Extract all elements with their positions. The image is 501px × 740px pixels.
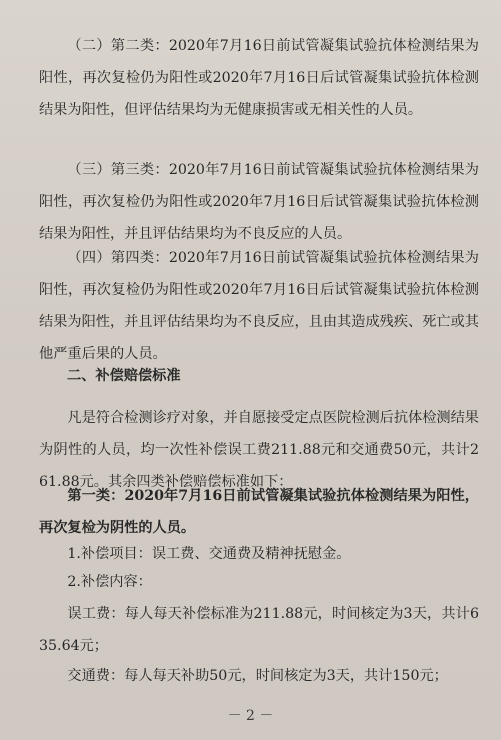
paragraph-first-class: 第一类：2020年7月16日前试管凝集试验抗体检测结果为阳性，再次复检为阴性的人员。 <box>39 488 479 536</box>
list-item: 1.补偿项目：误工费、交通费及精神抚慰金。 <box>67 546 351 562</box>
paragraph-transport: 交通费：每人每天补助50元，时间核定为3天，共计150元； <box>67 668 448 684</box>
paragraph-category-4: （四）第四类：2020年7月16日前试管凝集试验抗体检测结果为阳性，再次复检仍为阳性或2020年7月16日后试管凝集试验抗体检测结果为阳性，并且评估结果均为不良反应，且由其造成残疾、死亡或其他严重后果的人员。 <box>39 250 479 362</box>
paragraph-category-2: （二）第二类：2020年7月16日前试管凝集试验抗体检测结果为阳性，再次复检仍为阳性或2020年7月16日后试管凝集试验抗体检测结果为阳性，但评估结果均为无健康损害或无相关性的人员。 <box>39 38 479 118</box>
list-item: 2.补偿内容： <box>67 574 152 590</box>
paragraph-intro: 凡是符合检测诊疗对象，并自愿接受定点医院检测后抗体检测结果为阴性的人员，均一次性补偿误工费211.88元和交通费50元，共计261.88元。其余四类补偿赔偿标准如下： <box>39 410 479 490</box>
paragraph-lost-wages: 误工费：每人每天补偿标准为211.88元，时间核定为3天，共计635.64元； <box>39 606 479 654</box>
section-heading: 二、补偿赔偿标准 <box>67 368 181 384</box>
paragraph-category-3: （三）第三类：2020年7月16日前试管凝集试验抗体检测结果为阳性，再次复检仍为阳性或2020年7月16日后试管凝集试验抗体检测结果为阳性，并且评估结果均为不良反应的人员。 <box>39 162 479 242</box>
page-number: － 2 － <box>227 708 274 724</box>
